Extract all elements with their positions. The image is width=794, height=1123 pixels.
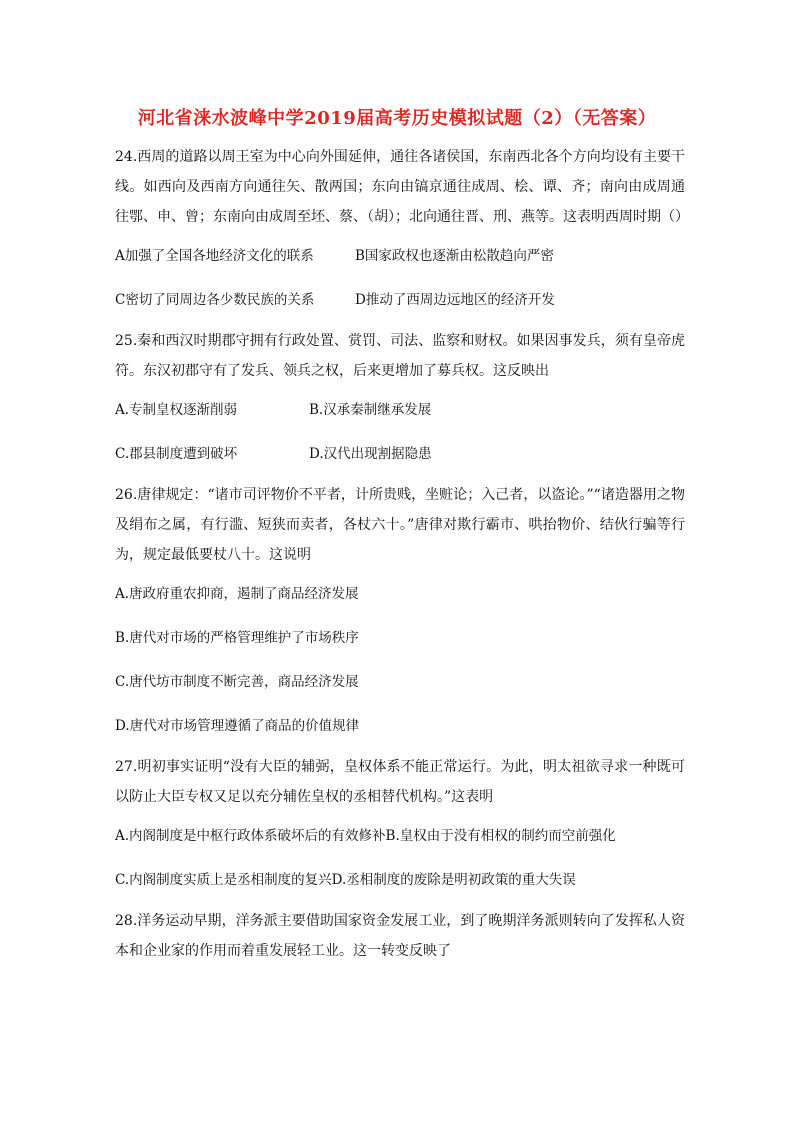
option-row <box>115 444 685 464</box>
option-d: D推动了西周边远地区的经济开发 <box>355 292 555 308</box>
question-stem: 28.洋务运动早期，洋务派主要借助国家资金发展工业，到了晚期洋务派则转向了发挥私人资本和企业家的作用而着重发展轻工业。这一转变反映了 <box>115 913 685 959</box>
option-row <box>115 290 685 310</box>
option-row <box>115 246 685 266</box>
option-a: A.内阁制度是中枢行政体系破坏后的有效修补 <box>115 828 386 844</box>
question-stem: 24.西周的道路以周王室为中心向外围延伸，通往各诸侯国，东南西北各个方向均设有主要干线。如西向及西南方向通往矢、散两国；东向由镐京通往成周、桧、谭、齐；南向由成周通往鄂、申、曾；东南向由成周至坯、蔡、（胡）；北向通往晋、刑、燕等。这表明西周时期（） <box>115 149 689 225</box>
question-26 <box>115 480 685 752</box>
option-row <box>115 400 685 420</box>
option-a: A加强了全国各地经济文化的联系 <box>115 248 314 264</box>
question-24 <box>115 142 689 326</box>
question-stem: 25.秦和西汉时期郡守拥有行政处置、赏罚、司法、监察和财权。如果因事发兵，须有皇帝虎符。东汉初郡守有了发兵、领兵之权，后来更增加了募兵权。这反映出 <box>115 333 685 379</box>
option-c: C.内阁制度实质上是丞相制度的复兴 <box>115 872 332 888</box>
option-d: D.唐代对市场管理遵循了商品的价值规律 <box>115 718 360 734</box>
option-a: A.唐政府重农抑商，遏制了商品经济发展 <box>115 586 359 602</box>
question-list <box>115 142 689 966</box>
question-stem: 27.明初事实证明“没有大臣的辅弼，皇权体系不能正常运行。为此，明太祖欲寻求一种既可以防止大臣专权又足以充分辅佐皇权的丞相替代机构。”这表明 <box>115 759 685 805</box>
option-row <box>115 826 685 846</box>
option-row <box>115 870 685 890</box>
document-title: 河北省涞水波峰中学2019届高考历史模拟试题（2）（无答案） <box>137 108 657 129</box>
option-b: B国家政权也逐渐由松散趋向严密 <box>355 248 554 264</box>
option-b: B.唐代对市场的严格管理维护了市场秩序 <box>115 630 359 646</box>
option-b: B.汉承秦制继承发展 <box>309 402 432 418</box>
question-28 <box>115 906 685 966</box>
option-a: A.专制皇权逐渐削弱 <box>115 402 238 418</box>
question-27 <box>115 752 685 906</box>
option-c: C.郡县制度遭到破坏 <box>115 446 238 462</box>
option-c: C密切了同周边各少数民族的关系 <box>115 292 315 308</box>
question-stem: 26.唐律规定：“诸市司评物价不平者，计所贵贱，坐赃论；入己者，以盗论。”“诸造器用之物及绢布之属，有行滥、短狭而卖者，各杖六十。”唐律对欺行霸市、哄抬物价、结伙行骗等行为，规定最低要杖八十。这说明 <box>115 487 685 563</box>
option-b: B.皇权由于没有相权的制约而空前强化 <box>385 828 616 844</box>
question-25 <box>115 326 685 480</box>
option-c: C.唐代坊市制度不断完善，商品经济发展 <box>115 674 359 690</box>
option-d: D.丞相制度的废除是明初政策的重大失误 <box>331 872 576 888</box>
option-d: D.汉代出现割据隐患 <box>309 446 432 462</box>
